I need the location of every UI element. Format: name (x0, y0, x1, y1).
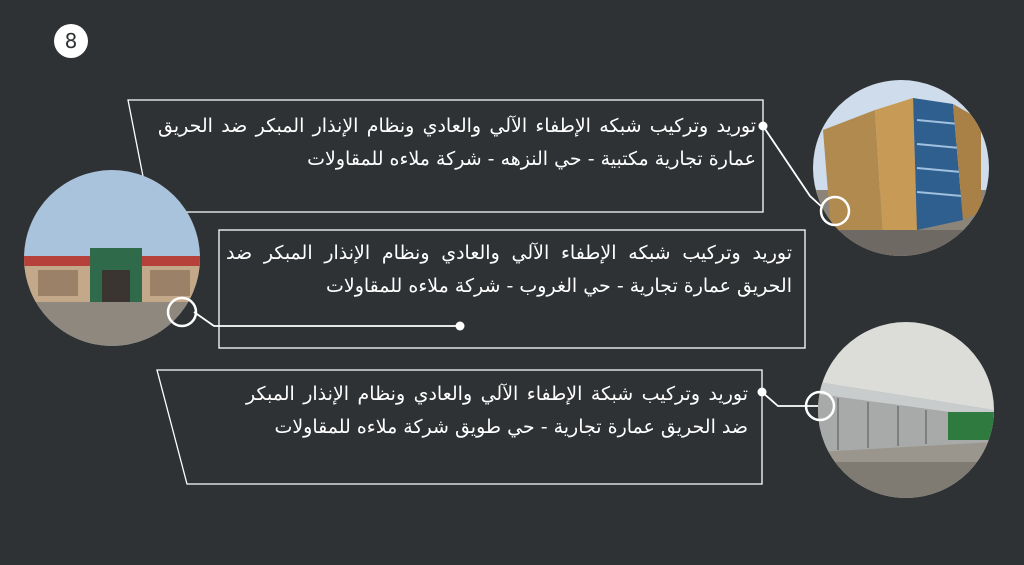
project-description-2: توريد وتركيب شبكه الإطفاء الآلي والعادي ونظام الإنذار المبكر ضد الحريق عمارة تجارية - حي الغروب - شركة ملاءه للمقاولات (226, 242, 792, 297)
project-description-1: توريد وتركيب شبكه الإطفاء الآلي والعادي ونظام الإنذار المبكر ضد الحريق عمارة تجارية مكتبية - حي النزهه - شركة ملاءه للمقاولات (158, 115, 756, 170)
page-number: 8 (54, 24, 88, 58)
office-building-photo (813, 80, 989, 256)
connector-dot-3 (758, 388, 767, 397)
connector-line-2 (194, 312, 460, 326)
project-description-3: توريد وتركيب شبكة الإطفاء الآلي والعادي ونظام الإنذار المبكر ضد الحريق عمارة تجارية - حي طويق شركة ملاءه للمقاولات (246, 383, 748, 438)
shops-row-photo (818, 322, 994, 498)
connector-line-3 (762, 392, 818, 406)
connector-dot-2 (456, 322, 465, 331)
commercial-building-photo (24, 170, 200, 346)
connector-dot-1 (759, 122, 768, 131)
